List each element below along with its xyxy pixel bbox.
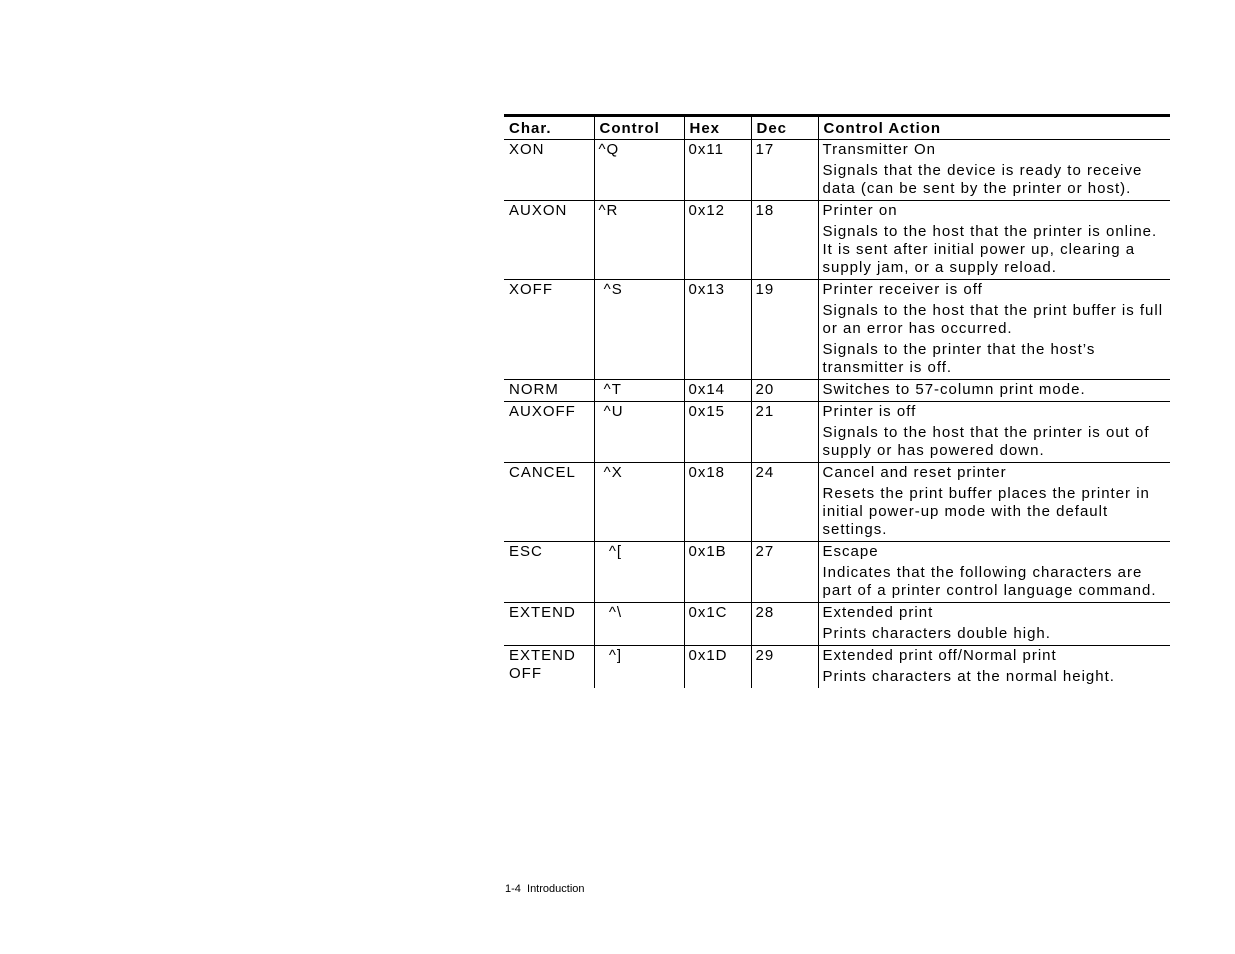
- control-characters-table: [504, 114, 1170, 688]
- cell-hex: 0x12: [684, 201, 751, 280]
- cell-hex: 0x1C: [684, 603, 751, 646]
- header-hex: Hex: [684, 116, 751, 140]
- cell-char: AUXOFF: [509, 403, 576, 420]
- cell-char: EXTEND OFF: [509, 647, 582, 682]
- cell-dec: 27: [751, 542, 818, 603]
- action-description: Signals to the printer that the host’s transmitter is off.: [822, 341, 1096, 376]
- action-description: Signals to the host that the print buffer is full or an error has occurred.: [822, 302, 1164, 337]
- header-control-action: Control Action: [818, 116, 1170, 140]
- action-description: Prints characters double high.: [822, 625, 1051, 642]
- cell-char: XON: [509, 141, 545, 158]
- cell-control-action: [818, 380, 1170, 402]
- cell-hex: 0x11: [684, 140, 751, 201]
- action-description: Prints characters at the normal height.: [822, 668, 1115, 685]
- cell-dec: 29: [751, 646, 818, 689]
- page-footer: 1-4 Introduction: [505, 883, 585, 895]
- cell-control: ^]: [594, 646, 684, 689]
- cell-hex: 0x14: [684, 380, 751, 402]
- cell-control-action: [818, 542, 1170, 603]
- cell-char: ESC: [509, 543, 543, 560]
- cell-control: ^R: [594, 201, 684, 280]
- header-dec: Dec: [751, 116, 818, 140]
- cell-char: NORM: [509, 381, 559, 398]
- action-title: Printer is off: [822, 403, 917, 420]
- action-description: Signals to the host that the printer is out of supply or has powered down.: [822, 424, 1150, 459]
- table-row: [504, 280, 1170, 380]
- cell-control-action: [818, 280, 1170, 380]
- action-title: Transmitter On: [822, 141, 936, 158]
- action-title: Extended print off/Normal print: [822, 647, 1057, 664]
- cell-char: EXTEND: [509, 604, 576, 621]
- action-title: Extended print: [822, 604, 934, 621]
- cell-dec: 21: [751, 402, 818, 463]
- cell-control: ^\: [594, 603, 684, 646]
- action-title: Cancel and reset printer: [822, 464, 1007, 481]
- cell-control: ^[: [594, 542, 684, 603]
- cell-control: ^Q: [594, 140, 684, 201]
- header-row: [504, 116, 1170, 140]
- table-row: [504, 402, 1170, 463]
- action-description: Indicates that the following characters are part of a printer control language command.: [822, 564, 1157, 599]
- cell-control-action: [818, 402, 1170, 463]
- action-title: Escape: [822, 543, 879, 560]
- table-row: [504, 463, 1170, 542]
- cell-char: CANCEL: [509, 464, 576, 481]
- action-description: Resets the print buffer places the printer in initial power-up mode with the default settings.: [822, 485, 1150, 538]
- cell-control-action: [818, 140, 1170, 201]
- cell-dec: 28: [751, 603, 818, 646]
- table-row: [504, 646, 1170, 689]
- cell-hex: 0x1B: [684, 542, 751, 603]
- cell-dec: 18: [751, 201, 818, 280]
- cell-hex: 0x13: [684, 280, 751, 380]
- action-description: Signals to the host that the printer is online. It is sent after initial power up, clearing a supply jam, or a supply reload.: [822, 223, 1158, 276]
- table-row: [504, 542, 1170, 603]
- cell-hex: 0x1D: [684, 646, 751, 689]
- cell-dec: 24: [751, 463, 818, 542]
- cell-hex: 0x18: [684, 463, 751, 542]
- cell-dec: 17: [751, 140, 818, 201]
- action-title: Printer receiver is off: [822, 281, 983, 298]
- cell-control: ^S: [594, 280, 684, 380]
- cell-control-action: [818, 603, 1170, 646]
- action-title: Switches to 57-column print mode.: [822, 381, 1086, 398]
- cell-control-action: [818, 201, 1170, 280]
- header-char: Char.: [509, 120, 552, 137]
- header-control: Control: [594, 116, 684, 140]
- cell-control-action: [818, 463, 1170, 542]
- cell-control-action: [818, 646, 1170, 689]
- table-header: [504, 116, 1170, 140]
- table-body: [504, 140, 1170, 689]
- cell-dec: 20: [751, 380, 818, 402]
- table-row: [504, 140, 1170, 201]
- table-row: [504, 201, 1170, 280]
- cell-control: ^T: [594, 380, 684, 402]
- cell-control: ^U: [594, 402, 684, 463]
- cell-char: XOFF: [509, 281, 553, 298]
- cell-control: ^X: [594, 463, 684, 542]
- cell-dec: 19: [751, 280, 818, 380]
- action-title: Printer on: [822, 202, 898, 219]
- table-row: [504, 603, 1170, 646]
- table-row: [504, 380, 1170, 402]
- action-description: Signals that the device is ready to receive data (can be sent by the printer or host).: [822, 162, 1143, 197]
- cell-char: AUXON: [509, 202, 568, 219]
- cell-hex: 0x15: [684, 402, 751, 463]
